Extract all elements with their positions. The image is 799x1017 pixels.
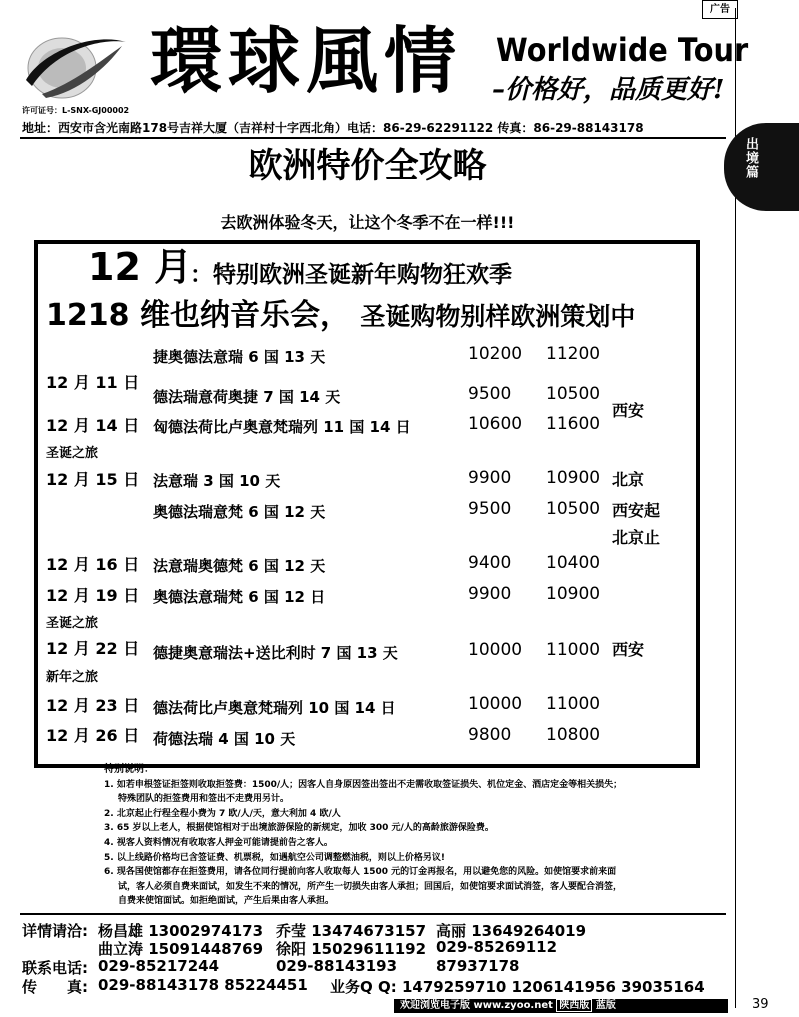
globe-swoosh-icon: [22, 24, 130, 108]
note-item: 2. 北京起止行程全程小费为 7 欧/人/天，意大利加 4 欧/人: [104, 808, 341, 819]
tour-price: 10400: [546, 553, 601, 573]
special-notes: [104, 763, 624, 909]
tour-theme: 圣诞之旅: [46, 446, 99, 461]
promo-month: 12 月: [88, 245, 193, 289]
brand-logo: [22, 24, 130, 108]
contact-label: 传 真:: [22, 978, 88, 996]
page-subtitle: 去欧洲体验冬天，让这个冬季不在一样!!!: [220, 213, 515, 232]
footer-edition-box: 陕西版: [556, 999, 592, 1012]
contact-person: 高丽 13649264019: [436, 922, 587, 940]
tour-price: 10800: [546, 725, 601, 745]
contact-qq: 业务Q Q: 1479259710 1206141956 39035164: [330, 978, 705, 996]
tour-price: 10900: [546, 468, 601, 488]
brand-name-en: Worldwide Tour: [496, 31, 749, 69]
contact-phone: 029-88143193: [276, 957, 398, 975]
tour-price: 10500: [546, 384, 601, 404]
tour-price: 10000: [468, 694, 523, 714]
tour-date: 12 月 11 日: [46, 373, 140, 392]
tour-price: 10000: [468, 640, 523, 660]
section-tab: [724, 123, 799, 211]
note-item: 6. 现各国使馆都存在拒签费用，请各位同行提前向客人收取每人 1500 元的订金再报名，用以避免您的风险。如使馆要求前来面试，客人必须自费来面试，如发生不来的情况，所产生一切损失由客人承担；回国后，如使馆要求面试消签，客人要配合消签，自费来使馆面试。如拒绝面试，产生后果由客人承担。: [104, 867, 623, 907]
tour-route: 法意瑞 3 国 10 天: [153, 472, 281, 490]
tour-price: 9400: [468, 553, 512, 573]
note-item: 5. 以上线路价格均已含签证费、机票税，如遇航空公司调整燃油税，则以上价格另议!: [104, 852, 445, 863]
footer-edition: 蓝版: [595, 1000, 616, 1011]
tour-route: 德捷奥意瑞法+送比利时 7 国 13 天: [153, 644, 398, 662]
tour-date: 12 月 22 日: [46, 639, 140, 658]
promo-event: [46, 296, 635, 337]
footer-bar: [394, 999, 728, 1013]
footer-text: [400, 999, 616, 1013]
license-number: 许可证号：L-SNX-GJ00002: [22, 106, 130, 115]
tour-theme: 圣诞之旅: [46, 616, 99, 631]
contact-label: 详情请洽:: [22, 922, 88, 940]
brand-slogan: –价格好，品质更好!: [492, 75, 725, 105]
note-item: 4. 视客人资料情况有收取客人押金可能请提前告之客人。: [104, 837, 333, 848]
tour-price: 9900: [468, 468, 512, 488]
tour-price: 9500: [468, 499, 512, 519]
ad-tag: 广告: [702, 0, 738, 19]
departure-city: 西安起: [612, 501, 661, 520]
tour-price: 9800: [468, 725, 512, 745]
tour-price: 11000: [546, 640, 601, 660]
tour-route: 德法瑞意荷奥捷 7 国 14 天: [153, 388, 341, 406]
tour-route: 奥德法瑞意梵 6 国 12 天: [153, 503, 326, 521]
tour-price: 11000: [546, 694, 601, 714]
promo-month-desc: ：特别欧洲圣诞新年购物狂欢季: [190, 262, 512, 288]
tour-route: 奥德法意瑞梵 6 国 12 日: [153, 588, 326, 606]
contact-fax: 029-88143178 85224451: [98, 976, 308, 994]
header-divider: [20, 137, 726, 139]
contact-phone: 029-85269112: [436, 938, 558, 956]
page-title: 欧洲特价全攻略: [248, 146, 487, 186]
tour-date: 12 月 19 日: [46, 586, 140, 605]
tour-price: 11200: [546, 344, 601, 364]
promo-event-sub: 圣诞购物别样欧洲策划中: [360, 302, 636, 331]
note-item: 3. 65 岁以上老人，根据使馆相对于出境旅游保险的新规定，加收 300 元/人的高龄旅游保险费。: [104, 823, 494, 834]
tour-date: 12 月 15 日: [46, 470, 140, 489]
tour-date: 12 月 14 日: [46, 416, 140, 435]
tour-route: 捷奥德法意瑞 6 国 13 天: [153, 348, 326, 366]
note-item: 1. 如若申根签证拒签则收取拒签费：1500/人；因客人自身原因签出签出不走需收取签证损失、机位定金、酒店定金等相关损失；特殊团队的拒签费用和签出不走费用另计。: [104, 779, 623, 805]
promo-event-main: 1218 维也纳音乐会，: [46, 298, 350, 333]
tour-price: 10200: [468, 344, 523, 364]
footer-website: 欢迎浏览电子版 www.zyoo.net: [400, 1000, 553, 1011]
tour-route: 德法荷比卢奥意梵瑞列 10 国 14 日: [153, 699, 396, 717]
tour-route: 匈德法荷比卢奥意梵瑞列 11 国 14 日: [153, 418, 411, 436]
tour-date: 12 月 23 日: [46, 696, 140, 715]
departure-city: 西安: [612, 640, 645, 659]
contact-divider: [20, 913, 726, 915]
page-number: 39: [752, 997, 769, 1012]
tour-route: 法意瑞奥德梵 6 国 12 天: [153, 557, 326, 575]
notes-heading: 特别说明：: [104, 764, 154, 775]
contact-phone: 029-85217244: [98, 957, 220, 975]
tour-theme: 新年之旅: [46, 670, 99, 685]
contact-label: 联系电话:: [22, 959, 88, 977]
tour-price: 10600: [468, 414, 523, 434]
contact-person: 曲立涛 15091448769: [98, 940, 264, 958]
section-tab-label: 出境篇: [743, 137, 758, 179]
brand-name-cn: 環球風情: [150, 19, 463, 103]
tour-price: 9900: [468, 584, 512, 604]
contact-phone: 87937178: [436, 957, 520, 975]
contact-person: 杨昌雄 13002974173: [98, 922, 264, 940]
departure-city: 北京: [612, 470, 645, 489]
tour-price: 9500: [468, 384, 512, 404]
company-address: 地址：西安市含光南路178号吉祥大厦（吉祥村十字西北角）电话：86-29-62291122 传真：86-29-88143178: [22, 121, 644, 135]
tour-route: 荷德法瑞 4 国 10 天: [153, 730, 296, 748]
tour-date: 12 月 26 日: [46, 726, 140, 745]
contact-person: 乔莹 13474673157: [276, 922, 427, 940]
contact-person: 徐阳 15029611192: [276, 940, 427, 958]
tour-price: 10900: [546, 584, 601, 604]
departure-city: 西安: [612, 401, 645, 420]
tour-price: 11600: [546, 414, 601, 434]
return-city: 北京止: [612, 528, 661, 547]
tour-date: 12 月 16 日: [46, 555, 140, 574]
tour-price: 10500: [546, 499, 601, 519]
